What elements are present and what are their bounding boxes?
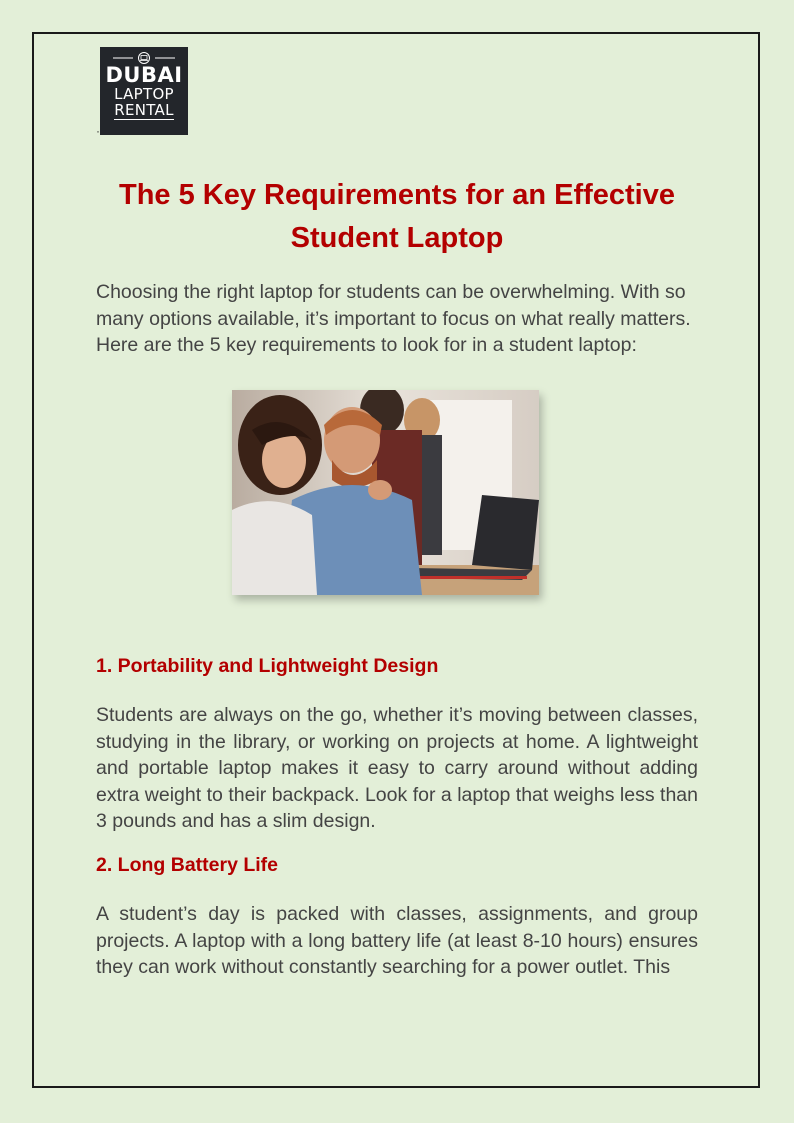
intro-paragraph: Choosing the right laptop for students can be overwhelming. With so many options available, it’s important to focus on what really matters. Here are the 5 key requirements to look for in a student laptop:	[96, 281, 691, 356]
logo-line-dubai: DUBAI	[105, 63, 183, 87]
section-body-portability: Students are always on the go, whether it’s moving between classes, studying in the library, or working on projects at home. A lightweight and portable laptop makes it easy to carry around without adding extra weight to their backpack. Look for a laptop that weighs less than 3 pounds and has a slim design.	[96, 704, 698, 832]
laptop-icon	[100, 51, 188, 65]
section-body-battery: A student’s day is packed with classes, assignments, and group projects. A laptop with a long battery life (at least 8-10 hours) ensures they can work without constantly searching for a power outlet. This	[96, 903, 698, 978]
dubai-laptop-rental-logo	[100, 47, 188, 135]
logo-dot: ·	[96, 124, 100, 138]
section-heading-portability: 1. Portability and Lightweight Design	[96, 655, 439, 677]
page-title: The 5 Key Requirements for an Effective Student Laptop	[119, 179, 675, 254]
students-with-laptop-photo	[232, 390, 539, 595]
section-heading-battery: 2. Long Battery Life	[96, 854, 279, 876]
logo-line-rental: RENTAL	[114, 101, 174, 119]
logo-line-laptop: LAPTOP	[114, 85, 174, 103]
